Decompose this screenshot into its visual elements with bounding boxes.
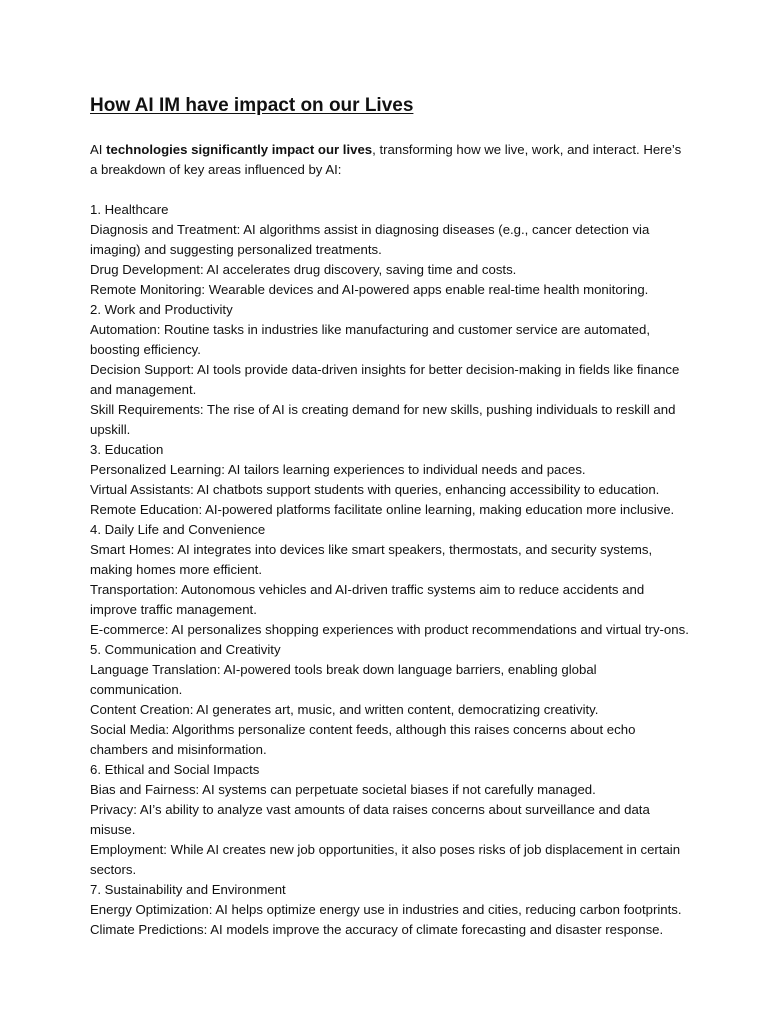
section-item: Diagnosis and Treatment: AI algorithms assist in diagnosing diseases (e.g., cancer detection via imaging) and suggesting personalized treatments.: [90, 222, 650, 257]
section-item: Remote Monitoring: Wearable devices and AI-powered apps enable real-time health monitoring.: [90, 282, 649, 297]
section-item: Climate Predictions: AI models improve the accuracy of climate forecasting and disaster response.: [90, 922, 664, 937]
section-item: Decision Support: AI tools provide data-driven insights for better decision-making in fields like finance and management.: [90, 362, 680, 397]
section-item: E-commerce: AI personalizes shopping experiences with product recommendations and virtual try-ons.: [90, 622, 689, 637]
section-item: Personalized Learning: AI tailors learning experiences to individual needs and paces.: [90, 462, 586, 477]
intro-paragraph: [90, 140, 690, 180]
section-heading: 6. Ethical and Social Impacts: [90, 762, 260, 777]
section-item: Virtual Assistants: AI chatbots support students with queries, enhancing accessibility to education.: [90, 482, 660, 497]
section: [90, 880, 690, 940]
section-item: Energy Optimization: AI helps optimize energy use in industries and cities, reducing carbon footprints.: [90, 902, 682, 917]
section-heading: 1. Healthcare: [90, 202, 169, 217]
section: [90, 300, 690, 440]
section-item: Automation: Routine tasks in industries like manufacturing and customer service are automated, boosting efficiency.: [90, 322, 651, 357]
section-item: Privacy: AI’s ability to analyze vast amounts of data raises concerns about surveillance and data misuse.: [90, 802, 650, 837]
intro-prefix: AI: [90, 142, 107, 157]
section-heading: 5. Communication and Creativity: [90, 642, 281, 657]
section-item: Drug Development: AI accelerates drug discovery, saving time and costs.: [90, 262, 517, 277]
intro-suffix: , transforming how we live, work, and interact. Here’s a breakdown of key areas influenced by AI:: [90, 142, 682, 177]
section-item: Transportation: Autonomous vehicles and AI-driven traffic systems aim to reduce accidents and improve traffic management.: [90, 582, 645, 617]
section: [90, 520, 690, 640]
section-heading: 7. Sustainability and Environment: [90, 882, 286, 897]
document-title: How AI IM have impact on our Lives: [90, 95, 414, 116]
section-item: Bias and Fairness: AI systems can perpetuate societal biases if not carefully managed.: [90, 782, 596, 797]
section-item: Language Translation: AI-powered tools break down language barriers, enabling global communication.: [90, 662, 597, 697]
section: [90, 760, 690, 880]
section-heading: 2. Work and Productivity: [90, 302, 233, 317]
section-item: Smart Homes: AI integrates into devices like smart speakers, thermostats, and security systems, making homes more efficient.: [90, 542, 653, 577]
section-item: Skill Requirements: The rise of AI is creating demand for new skills, pushing individuals to reskill and upskill.: [90, 402, 676, 437]
section: [90, 640, 690, 760]
section-item: Social Media: Algorithms personalize content feeds, although this raises concerns about echo chambers and misinformation.: [90, 722, 636, 757]
section-item: Employment: While AI creates new job opportunities, it also poses risks of job displacement in certain sectors.: [90, 842, 681, 877]
section: [90, 440, 690, 520]
section-item: Remote Education: AI-powered platforms facilitate online learning, making education more inclusive.: [90, 502, 675, 517]
section: [90, 200, 690, 300]
intro-bold-text: technologies significantly impact our lives: [106, 142, 373, 157]
section-heading: 3. Education: [90, 442, 164, 457]
section-heading: 4. Daily Life and Convenience: [90, 522, 266, 537]
document-body: [90, 200, 690, 940]
section-item: Content Creation: AI generates art, music, and written content, democratizing creativity.: [90, 702, 599, 717]
